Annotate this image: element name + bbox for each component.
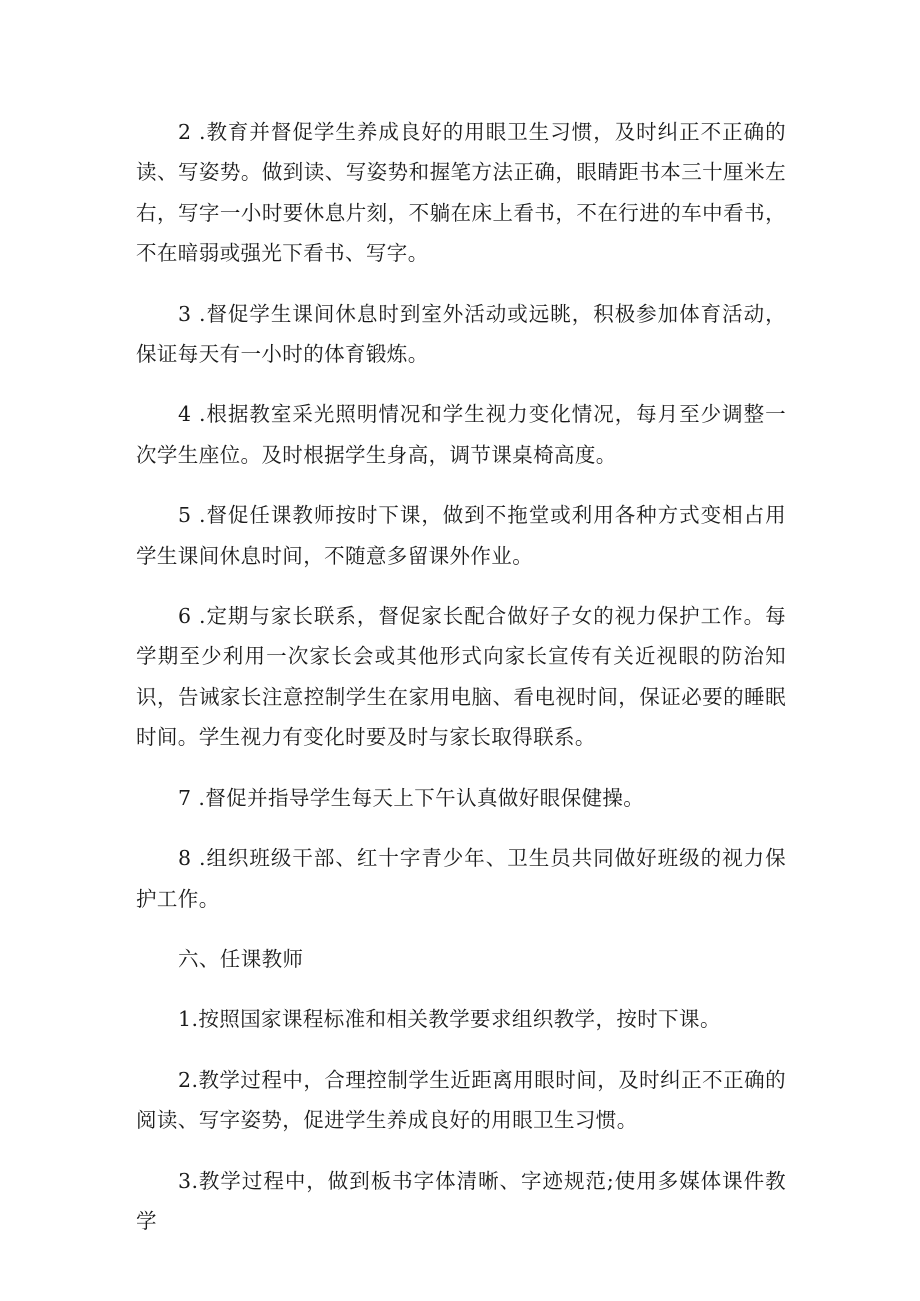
paragraph-item-5: 5 .督促任课教师按时下课，做到不拖堂或利用各种方式变相占用学生课间休息时间，不随意多留课外作业。 — [136, 503, 786, 568]
paragraph-item-8: 8 .组织班级干部、红十字青少年、卫生员共同做好班级的视力保护工作。 — [136, 846, 786, 911]
paragraph-item-6: 6 .定期与家长联系，督促家长配合做好子女的视力保护工作。每学期至少利用一次家长会或其他形式向家长宣传有关近视眼的防治知识，告诫家长注意控制学生在家用电脑、看电视时间，保证必要的睡眠时间。学生视力有变化时要及时与家长取得联系。 — [136, 604, 786, 750]
paragraph-item-2: 2 .教育并督促学生养成良好的用眼卫生习惯，及时纠正不正确的读、写姿势。做到读、写姿势和握笔方法正确，眼睛距书本三十厘米左右，写字一小时要休息片刻，不躺在床上看书，不在行进的车中看书，不在暗弱或强光下看书、写字。 — [136, 120, 786, 266]
paragraph-item-7: 7 .督促并指导学生每天上下午认真做好眼保健操。 — [178, 785, 645, 810]
section-heading-teachers: 六、任课教师 — [178, 946, 304, 971]
paragraph-teacher-3: 3.教学过程中，做到板书字体清晰、字迹规范;使用多媒体课件教学 — [136, 1168, 786, 1233]
paragraph-item-3: 3 .督促学生课间休息时到室外活动或远眺，积极参加体育活动，保证每天有一小时的体育锻炼。 — [136, 301, 786, 367]
paragraph-teacher-1: 1.按照国家课程标准和相关教学要求组织教学，按时下课。 — [178, 1007, 721, 1032]
paragraph-teacher-2: 2.教学过程中，合理控制学生近距离用眼时间，及时纠正不正确的阅读、写字姿势，促进学生养成良好的用眼卫生习惯。 — [136, 1067, 786, 1133]
paragraph-item-4: 4 .根据教室采光照明情况和学生视力变化情况，每月至少调整一次学生座位。及时根据学生身高，调节课桌椅高度。 — [136, 402, 786, 467]
document-page — [136, 112, 786, 1261]
